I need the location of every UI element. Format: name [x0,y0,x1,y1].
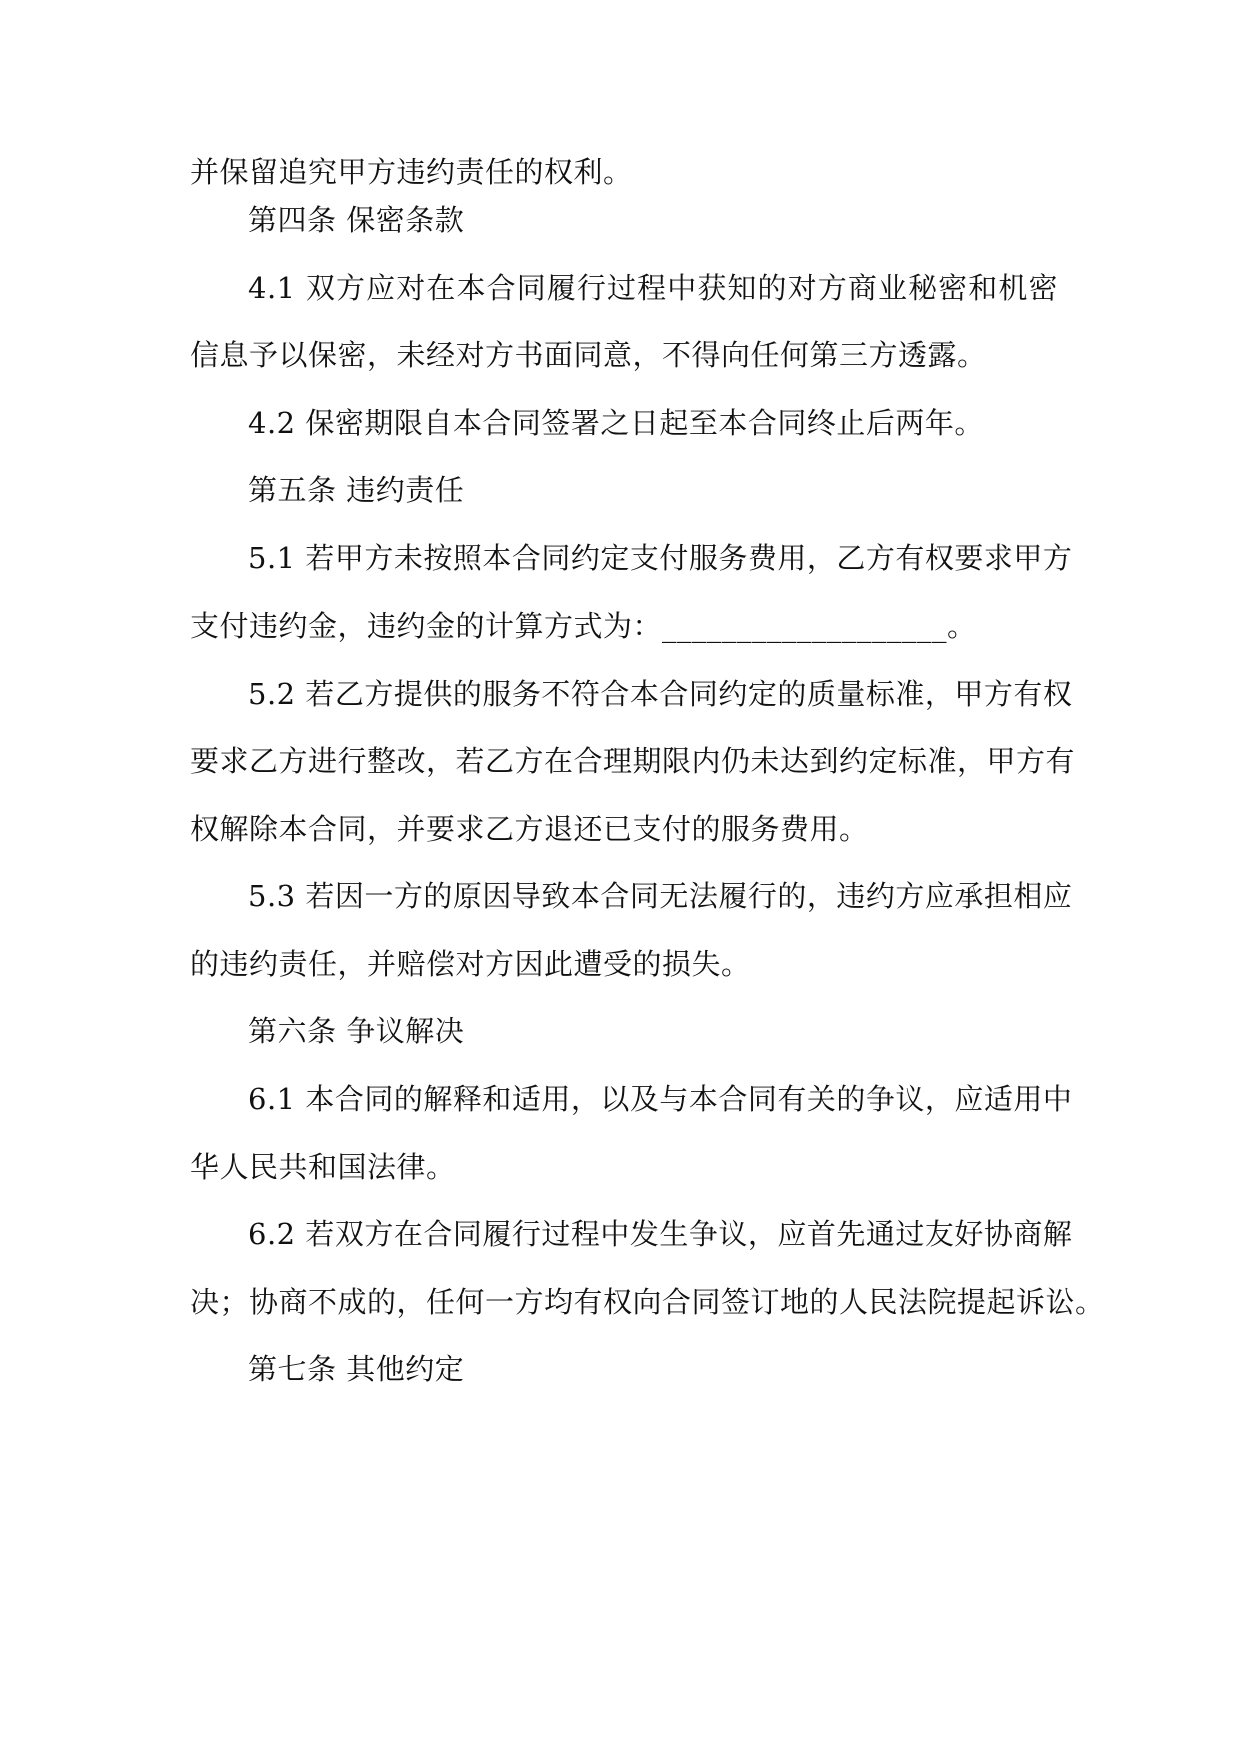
clause-6-1: 6.1 本合同的解释和适用，以及与本合同有关的争议，应适用中 [248,1082,1073,1116]
paragraph-line: 权解除本合同，并要求乙方退还已支付的服务费用。 [190,812,869,846]
paragraph-line: 并保留追究甲方违约责任的权利。 [190,155,633,189]
clause-5-3: 5.3 若因一方的原因导致本合同无法履行的，违约方应承担相应 [248,879,1073,913]
paragraph-line: 的违约责任，并赔偿对方因此遭受的损失。 [190,947,751,981]
section-heading-article-7: 第七条 其他约定 [248,1352,465,1386]
section-heading-article-4: 第四条 保密条款 [248,203,465,237]
clause-4-1: 4.1 双方应对在本合同履行过程中获知的对方商业秘密和机密 [248,271,1058,305]
section-heading-article-6: 第六条 争议解决 [248,1014,465,1048]
clause-6-2: 6.2 若双方在合同履行过程中发生争议，应首先通过友好协商解 [248,1217,1073,1251]
clause-4-2: 4.2 保密期限自本合同签署之日起至本合同终止后两年。 [248,406,984,440]
clause-5-1: 5.1 若甲方未按照本合同约定支付服务费用，乙方有权要求甲方 [248,541,1073,575]
paragraph-line: 支付违约金，违约金的计算方式为：___________________。 [190,609,977,643]
paragraph-line: 决；协商不成的，任何一方均有权向合同签订地的人民法院提起诉讼。 [190,1285,1105,1319]
clause-5-2: 5.2 若乙方提供的服务不符合本合同约定的质量标准，甲方有权 [248,677,1073,711]
paragraph-line: 要求乙方进行整改，若乙方在合理期限内仍未达到约定标准，甲方有 [190,744,1076,778]
paragraph-line: 信息予以保密，未经对方书面同意，不得向任何第三方透露。 [190,338,987,372]
section-heading-article-5: 第五条 违约责任 [248,473,465,507]
paragraph-line: 华人民共和国法律。 [190,1150,456,1184]
